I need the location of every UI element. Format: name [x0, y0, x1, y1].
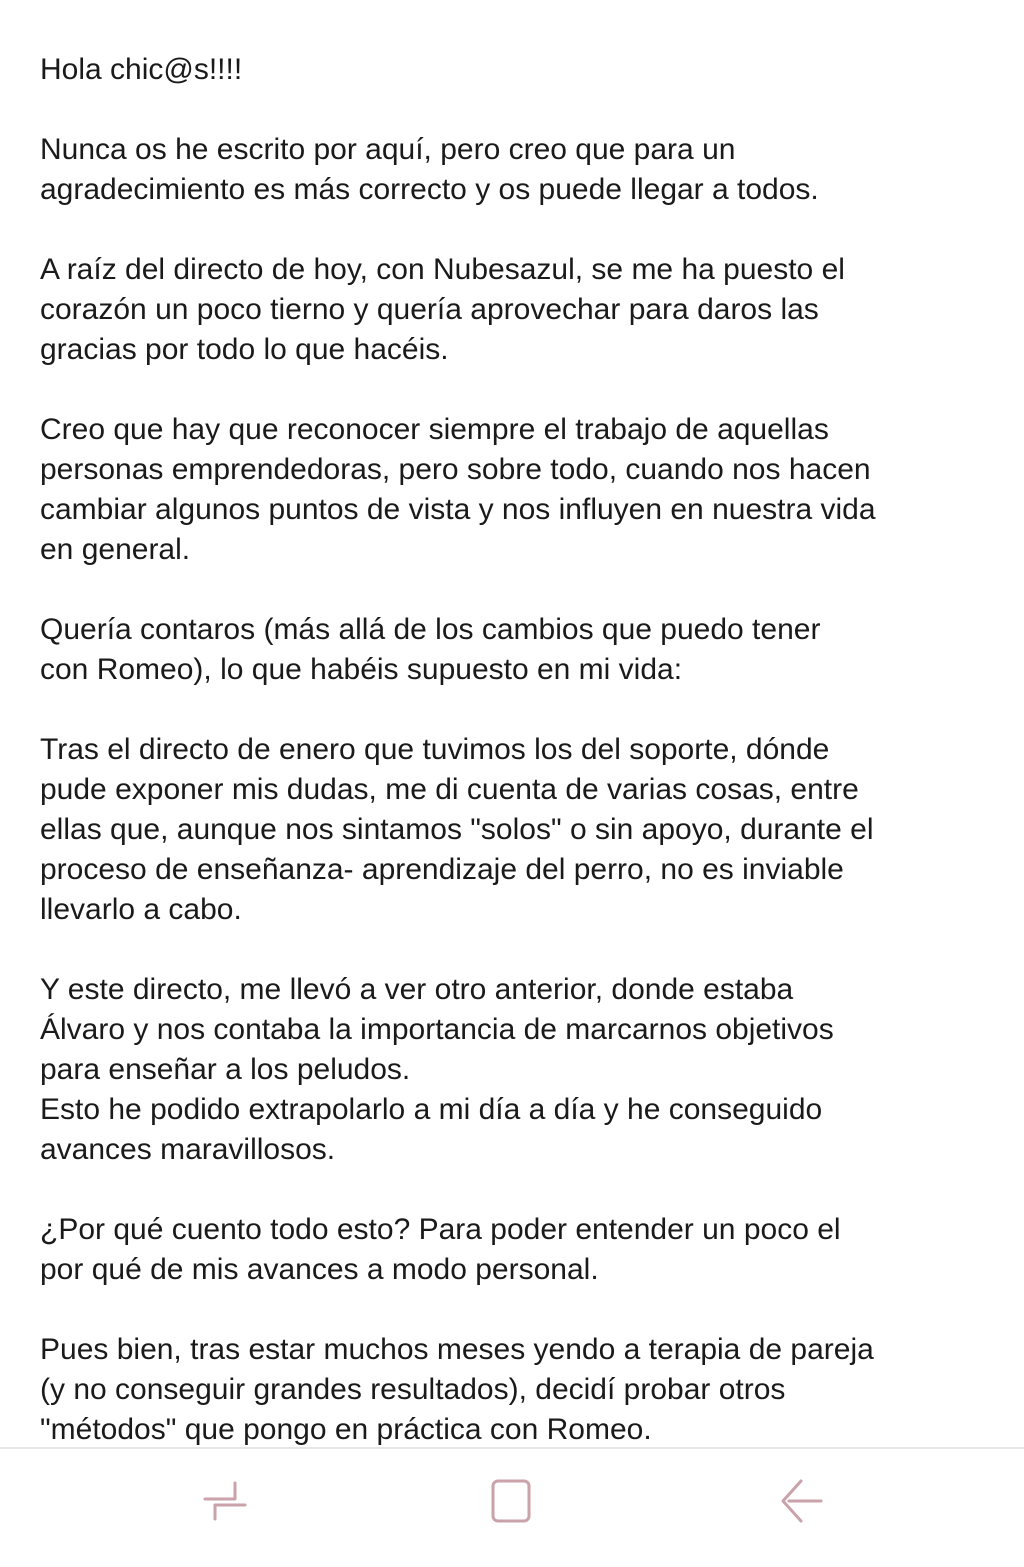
home-button[interactable]: [476, 1471, 546, 1531]
message-body: [40, 50, 1010, 1450]
home-icon: [489, 1477, 533, 1525]
paragraph-greeting: Hola chic@s!!!!: [40, 53, 243, 86]
paragraph-enero: Tras el directo de enero que tuvimos los del soporte, dónde pude exponer mis dudas, me di cuenta de varias cosas, entre ellas que, aunque nos sintamos "solos" o sin apoyo, durante el proceso de enseñanza- aprendizaje del perro, no es inviable llevarlo a cabo.: [40, 733, 874, 926]
back-button[interactable]: [766, 1471, 836, 1531]
navigation-bar: [0, 1447, 1024, 1567]
paragraph-intro: Nunca os he escrito por aquí, pero creo que para un agradecimiento es más correcto y os puede llegar a todos.: [40, 133, 819, 206]
recent-apps-icon: [201, 1479, 249, 1523]
paragraph-directo: A raíz del directo de hoy, con Nubesazul, se me ha puesto el corazón un poco tierno y quería aprovechar para daros las gracias por todo lo que hacéis.: [40, 253, 845, 366]
paragraph-por-que: ¿Por qué cuento todo esto? Para poder entender un poco el por qué de mis avances a modo personal.: [40, 1213, 841, 1286]
paragraph-terapia: Pues bien, tras estar muchos meses yendo a terapia de pareja (y no conseguir grandes resultados), decidí probar otros "métodos" que pongo en práctica con Romeo.: [40, 1333, 874, 1446]
paragraph-contaros: Quería contaros (más allá de los cambios que puedo tener con Romeo), lo que habéis supuesto en mi vida:: [40, 613, 821, 686]
recent-apps-button[interactable]: [190, 1471, 260, 1531]
paragraph-reconocer: Creo que hay que reconocer siempre el trabajo de aquellas personas emprendedoras, pero sobre todo, cuando nos hacen cambiar algunos puntos de vista y nos influyen en nuestra vida en general.: [40, 413, 876, 566]
back-arrow-icon: [777, 1477, 825, 1525]
paragraph-alvaro: Y este directo, me llevó a ver otro anterior, donde estaba Álvaro y nos contaba la importancia de marcarnos objetivos para enseñar a los peludos. Esto he podido extrapolarlo a mi día a día y he conseguido avances maravillosos.: [40, 973, 834, 1166]
